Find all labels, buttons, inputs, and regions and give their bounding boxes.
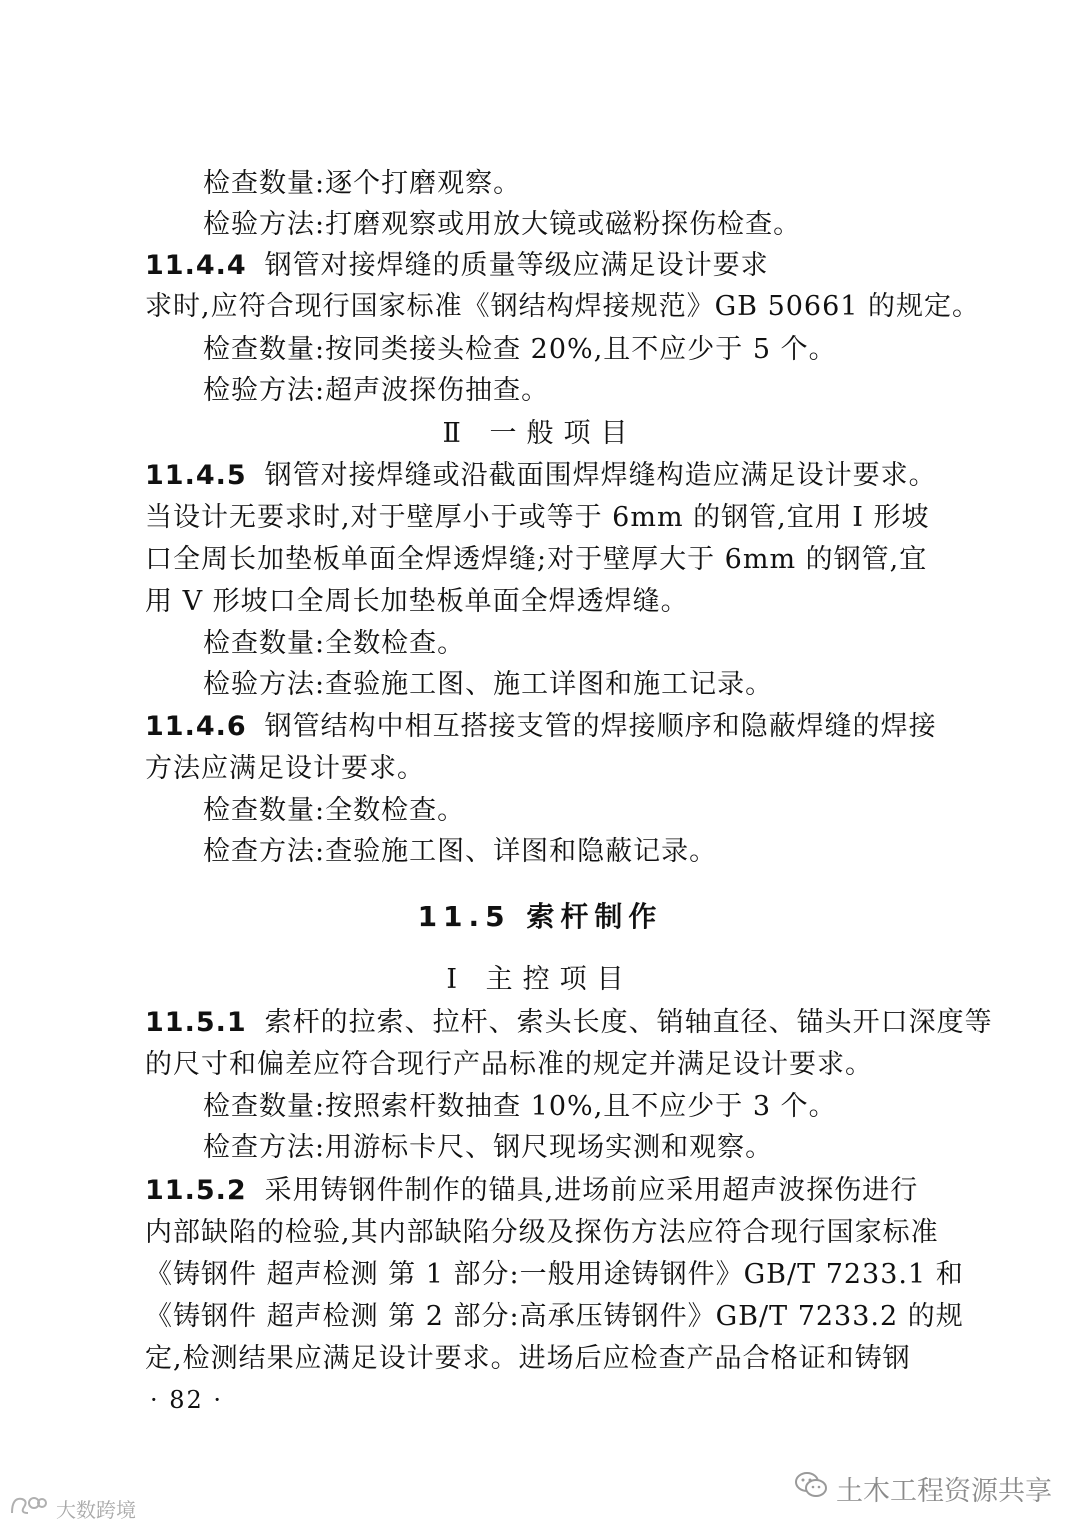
page-number: · 82 · (150, 1386, 224, 1414)
line-text: 检查方法:用游标卡尺、钢尺现场实测和观察。 (203, 1132, 774, 1163)
line-text: 检查数量:逐个打磨观察。 (203, 168, 522, 199)
paragraph-line (145, 1297, 964, 1337)
paragraph-line (145, 582, 930, 622)
paragraph-line (145, 1045, 930, 1085)
paragraph-line (145, 498, 930, 538)
line-text: 内部缺陷的检验,其内部缺陷分级及探伤方法应符合现行国家标准 (145, 1217, 939, 1248)
subsection-heading: Ⅰ 主控项目 (446, 964, 634, 995)
line-text: 当设计无要求时,对于壁厚小于或等于 6mm 的钢管,宜用 I 形坡 (145, 502, 930, 533)
line-text: 《铸钢件 超声检测 第 2 部分:高承压铸钢件》GB/T 7233.2 的规 (145, 1301, 964, 1332)
paragraph-line (203, 205, 930, 245)
clause-text: 采用铸钢件制作的锚具,进场前应采用超声波探伤进行 (264, 1175, 919, 1206)
line-text: 检查数量:全数检查。 (203, 795, 466, 826)
corner-watermark (8, 1493, 136, 1524)
line-text: 检验方法:查验施工图、施工详图和施工记录。 (203, 669, 774, 700)
clause-text: 钢管对接焊缝或沿截面围焊焊缝构造应满足设计要求。 (264, 460, 937, 491)
paragraph-line (203, 330, 930, 370)
line-text: 口全周长加垫板单面全焊透焊缝;对于壁厚大于 6mm 的钢管,宜 (145, 544, 928, 575)
line-text: 检查方法:查验施工图、详图和隐蔽记录。 (203, 836, 718, 867)
brand-logo-icon (8, 1493, 48, 1524)
clause-text: 索杆的拉索、拉杆、索头长度、销轴直径、锚头开口深度等 (264, 1007, 993, 1038)
paragraph-line (203, 1128, 930, 1168)
line-text: 《铸钢件 超声检测 第 1 部分:一般用途铸钢件》GB/T 7233.1 和 (145, 1259, 964, 1290)
clause-text: 钢管对接焊缝的质量等级应满足设计要 (264, 250, 741, 281)
line-text: 用 V 形坡口全周长加垫板单面全焊透焊缝。 (145, 586, 689, 617)
line-text: 检查数量:按同类接头检查 20%,且不应少于 5 个。 (203, 334, 837, 365)
paragraph-line (203, 665, 930, 705)
paragraph-line (145, 1255, 964, 1295)
watermark-text: 土木工程资源共享 (836, 1476, 1052, 1507)
clause-text-end: 求 (740, 250, 769, 281)
clause-number: 11.5.1 (145, 1007, 247, 1038)
wechat-watermark (794, 1469, 1052, 1508)
paragraph-line (203, 791, 930, 831)
paragraph-line (203, 371, 930, 411)
line-text: 检验方法:超声波探伤抽查。 (203, 375, 550, 406)
clause-11-5-1 (145, 1003, 993, 1043)
clause-11-5-2 (145, 1171, 930, 1211)
paragraph-line (145, 287, 981, 327)
paragraph-line (145, 1339, 930, 1379)
subsection-heading: Ⅱ 一般项目 (442, 418, 638, 449)
watermark-text: 大数跨境 (56, 1498, 136, 1522)
clause-11-4-6 (145, 707, 937, 747)
clause-number: 11.4.5 (145, 460, 247, 491)
clause-text: 钢管结构中相互搭接支管的焊接顺序和隐蔽焊缝的焊接 (264, 711, 937, 742)
line-text: 求时,应符合现行国家标准《钢结构焊接规范》GB 50661 的规定。 (145, 291, 981, 322)
clause-number: 11.4.4 (145, 250, 247, 281)
paragraph-line (203, 624, 930, 664)
section-title: 11.5 索杆制作 (417, 900, 663, 933)
line-text: 定,检测结果应满足设计要求。进场后应检查产品合格证和铸钢 (145, 1343, 911, 1374)
clause-11-4-5 (145, 456, 937, 496)
line-text: 的尺寸和偏差应符合现行产品标准的规定并满足设计要求。 (145, 1049, 873, 1080)
paragraph-line (145, 540, 930, 580)
paragraph-line (203, 1087, 930, 1127)
paragraph-line (145, 1213, 939, 1253)
clause-number: 11.5.2 (145, 1175, 247, 1206)
paragraph-line (145, 749, 930, 789)
line-text: 检查数量:全数检查。 (203, 628, 466, 659)
clause-11-4-4 (145, 246, 930, 286)
wechat-icon (794, 1470, 828, 1507)
clause-number: 11.4.6 (145, 711, 247, 742)
line-text: 检查数量:按照索杆数抽查 10%,且不应少于 3 个。 (203, 1091, 837, 1122)
paragraph-line (203, 832, 930, 872)
line-text: 方法应满足设计要求。 (145, 753, 425, 784)
line-text: 检验方法:打磨观察或用放大镜或磁粉探伤检查。 (203, 209, 802, 240)
paragraph-line (203, 164, 930, 204)
